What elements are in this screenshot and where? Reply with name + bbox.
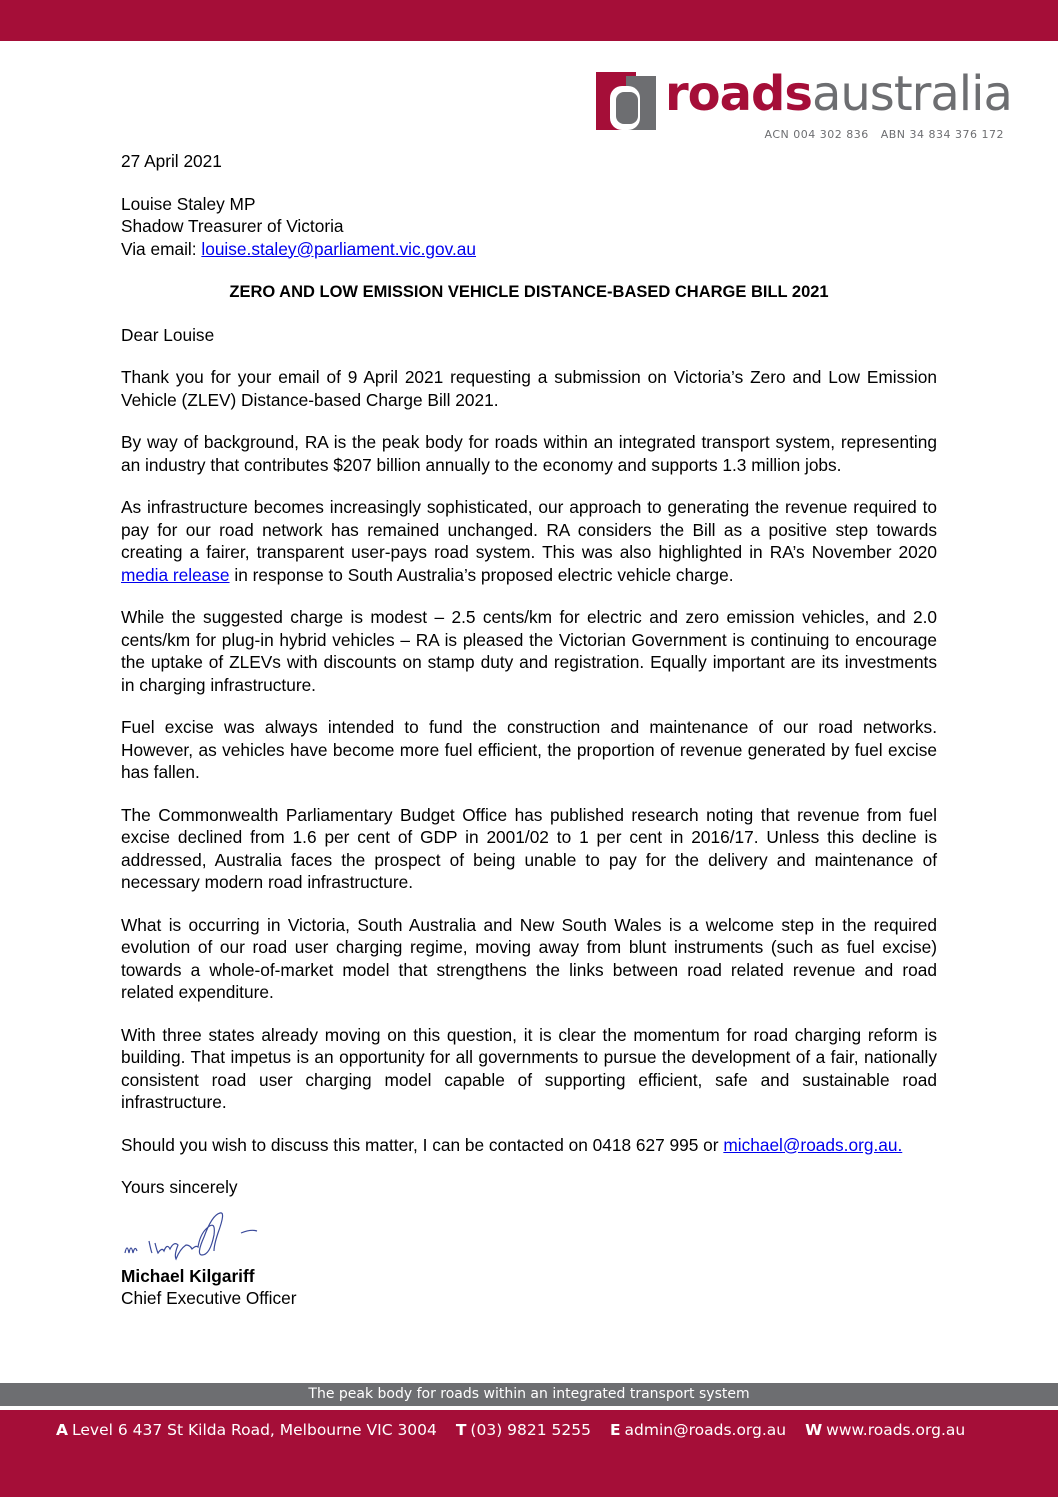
paragraph-contact: Should you wish to discuss this matter, I can be contacted on 0418 627 995 or michael@roads.org.au. bbox=[121, 1134, 903, 1155]
abn-number: ABN 34 834 376 172 bbox=[880, 128, 1004, 141]
footer-phone: T (03) 9821 5255 bbox=[455, 1421, 591, 1439]
paragraph-infrastructure: As infrastructure becomes increasingly sophisticated, our approach to generating the revenue required to pay for our road network has remained unchanged. RA considers the Bill as a positive step towards creating a fairer, transparent user-pays road system. This was also highlighted in RA’s November 2020 media release in response to South Australia’s proposed electric vehicle charge. bbox=[121, 497, 937, 585]
footer-contact-line bbox=[56, 1421, 979, 1439]
paragraph-background: By way of background, RA is the peak body for roads within an integrated transport system, representing an industry that contributes $207 billion annually to the economy and supports 1.3 million jobs. bbox=[121, 432, 937, 475]
closing: Yours sincerely bbox=[121, 1177, 238, 1197]
signatory-title: Chief Executive Officer bbox=[121, 1288, 297, 1308]
company-registration bbox=[765, 128, 1005, 141]
footer-contact-band bbox=[0, 1410, 1058, 1497]
recipient-block bbox=[121, 193, 937, 261]
footer-tagline: The peak body for roads within an integrated transport system bbox=[0, 1383, 1058, 1406]
paragraph-budget-office: The Commonwealth Parliamentary Budget Office has published research noting that revenue from fuel excise declined from 1.6 per cent of GDP in 2001/02 to 1 per cent in 2016/17. Unless this decline is addressed, Australia faces the prospect of being unable to pay for the delivery and maintenance of necessary modern road infrastructure. bbox=[121, 804, 937, 892]
letter-body bbox=[121, 150, 937, 1310]
roads-australia-logo bbox=[596, 66, 1012, 142]
recipient-email-line: Via email: louise.staley@parliament.vic.gov.au bbox=[121, 238, 477, 259]
paragraph-fuel-excise: Fuel excise was always intended to fund the construction and maintenance of our road networks. However, as vehicles have become more fuel efficient, the proportion of revenue generated by fuel excise has fallen. bbox=[121, 717, 937, 782]
acn-number: ACN 004 302 836 bbox=[764, 128, 869, 141]
paragraph-momentum: With three states already moving on this question, it is clear the momentum for road charging reform is building. That impetus is an opportunity for all governments to pursue the development of a fair, nationally consistent road user charging model capable of supporting efficient, safe and sustainable road infrastructure. bbox=[121, 1024, 937, 1112]
contact-email-link[interactable]: michael@roads.org.au. bbox=[723, 1134, 903, 1155]
logo-mark-icon bbox=[596, 72, 656, 130]
media-release-link[interactable]: media release bbox=[121, 564, 230, 585]
recipient-title: Shadow Treasurer of Victoria bbox=[121, 216, 344, 236]
recipient-name: Louise Staley MP bbox=[121, 193, 256, 214]
header-band bbox=[0, 0, 1058, 41]
paragraph-intro: Thank you for your email of 9 April 2021 requesting a submission on Victoria’s Zero and Low Emission Vehicle (ZLEV) Distance-based Charge Bill 2021. bbox=[121, 367, 937, 410]
footer-email: E admin@roads.org.au bbox=[609, 1421, 787, 1439]
footer-website: W www.roads.org.au bbox=[805, 1421, 966, 1439]
signature-icon bbox=[121, 1203, 301, 1265]
salutation: Dear Louise bbox=[121, 324, 215, 345]
letter-date: 27 April 2021 bbox=[121, 151, 222, 171]
signatory-name: Michael Kilgariff bbox=[121, 1265, 255, 1286]
logo-wordmark: roadsaustralia bbox=[665, 66, 1012, 122]
paragraph-states: What is occurring in Victoria, South Australia and New South Wales is a welcome step in the required evolution of our road user charging regime, moving away from blunt instruments (such as fuel excise) towards a whole-of-market model that strengthens the links between road related revenue and road related expenditure. bbox=[121, 914, 937, 1002]
letter-subject: ZERO AND LOW EMISSION VEHICLE DISTANCE-BASED CHARGE BILL 2021 bbox=[229, 283, 829, 301]
paragraph-charge: While the suggested charge is modest – 2.5 cents/km for electric and zero emission vehicles, and 2.0 cents/km for plug-in hybrid vehicles – RA is pleased the Victorian Government is continuing to encourage the uptake of ZLEVs with discounts on stamp duty and registration. Equally important are its investments in charging infrastructure. bbox=[121, 607, 937, 695]
handwritten-signature bbox=[121, 1203, 937, 1265]
recipient-email-link[interactable]: louise.staley@parliament.vic.gov.au bbox=[201, 238, 477, 259]
footer-address: A Level 6 437 St Kilda Road, Melbourne VIC 3004 bbox=[56, 1421, 437, 1439]
